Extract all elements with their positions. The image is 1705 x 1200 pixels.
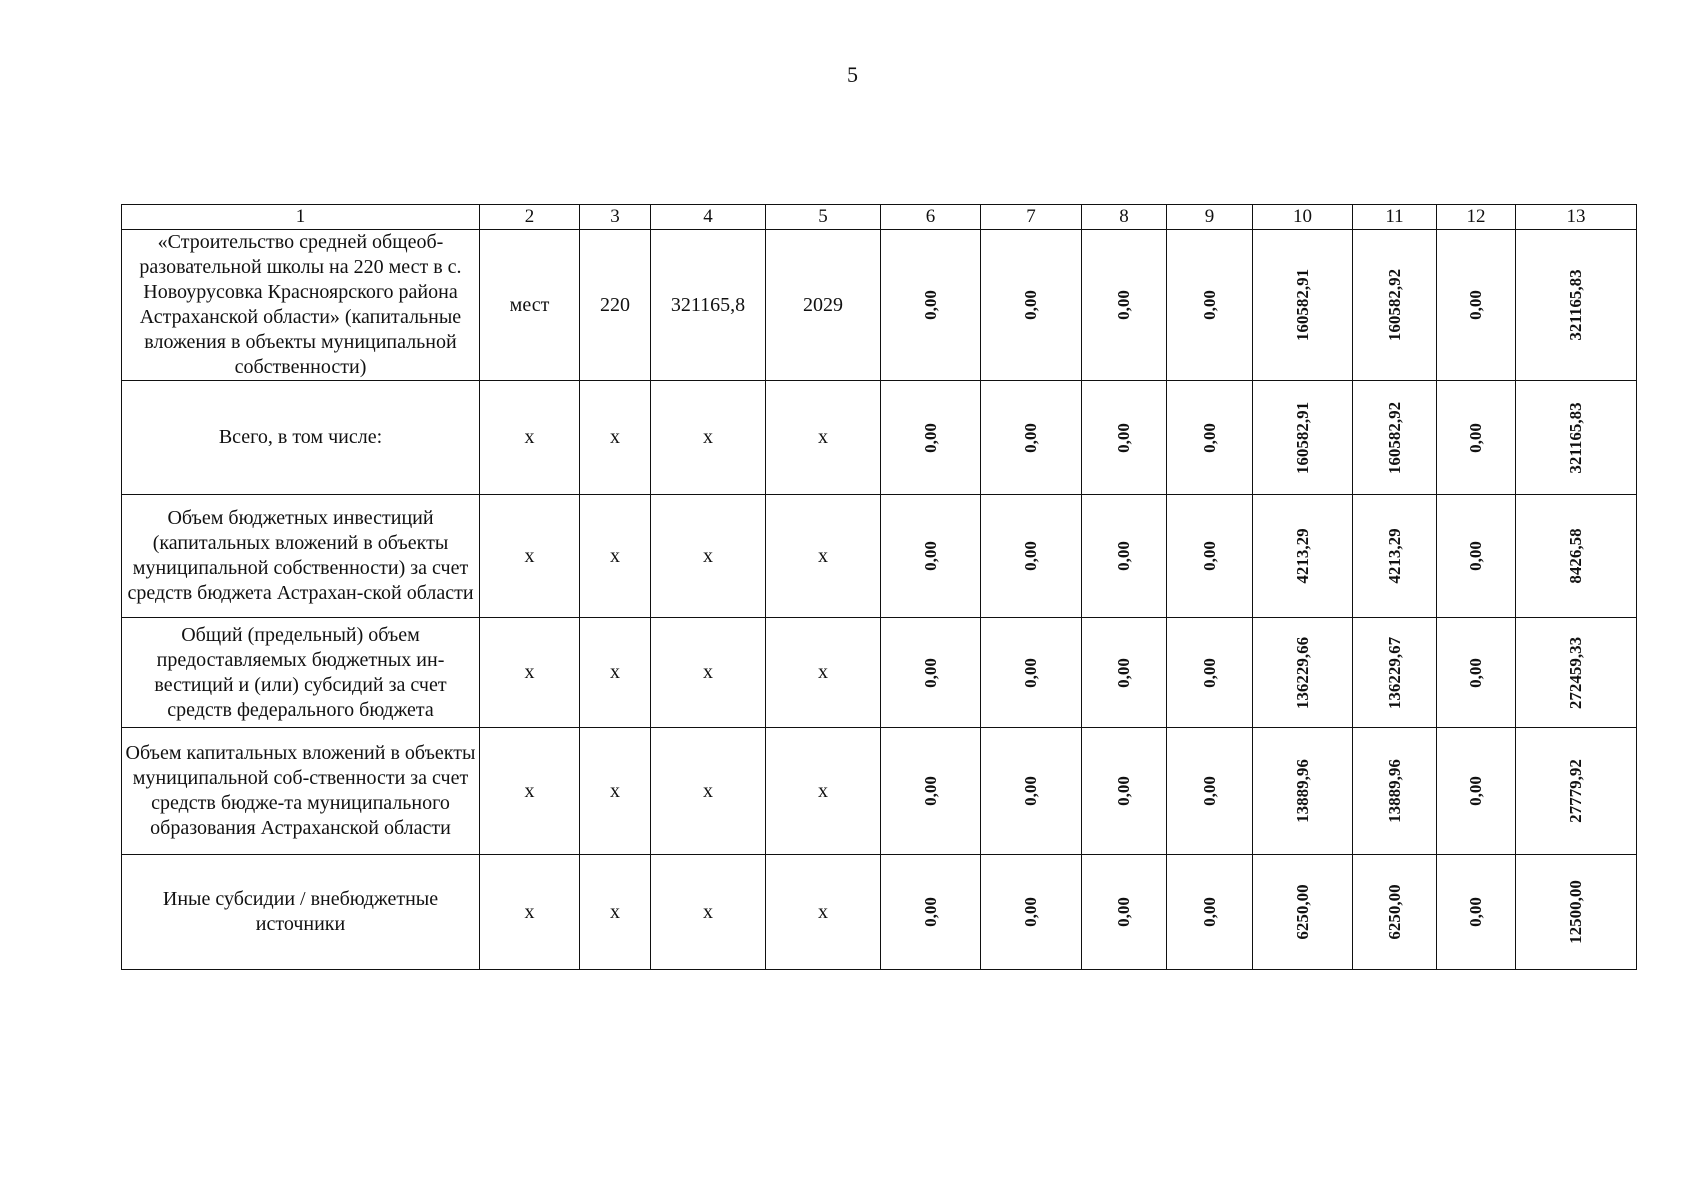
value-text: 4213,29 <box>1384 528 1404 584</box>
x-cell: х <box>766 495 881 618</box>
table-row <box>122 230 1637 381</box>
value-text: 0,00 <box>1021 422 1040 453</box>
value-text: 160582,91 <box>1292 401 1312 474</box>
column-number: 10 <box>1253 205 1353 230</box>
value-text: 160582,91 <box>1292 268 1312 342</box>
x-cell: х <box>580 381 651 495</box>
x-cell: х <box>580 855 651 970</box>
page-number: 5 <box>847 62 858 87</box>
column-number: 13 <box>1516 205 1637 230</box>
header-row <box>122 205 1637 230</box>
value-cell-11 <box>1353 618 1437 728</box>
table-row <box>122 381 1637 495</box>
x-cell: х <box>480 855 580 970</box>
column-number: 4 <box>651 205 766 230</box>
value-text: 0,00 <box>920 290 940 320</box>
column-number: 6 <box>881 205 981 230</box>
value-cell-10 <box>1253 230 1353 381</box>
value-text: 4213,29 <box>1292 528 1312 584</box>
value-cell-6 <box>881 381 981 495</box>
value-cell-10 <box>1253 728 1353 855</box>
x-cell: х <box>580 495 651 618</box>
value-text: 0,00 <box>1199 541 1219 571</box>
value-text: 8426,58 <box>1566 528 1585 584</box>
value-text: 6250,00 <box>1292 884 1312 940</box>
value-text: 0,00 <box>920 897 940 927</box>
x-cell: х <box>651 728 766 855</box>
x-cell: х <box>480 728 580 855</box>
value-text: 160582,92 <box>1384 268 1404 342</box>
value-text: 0,00 <box>1466 422 1485 453</box>
value-cell-7 <box>981 855 1082 970</box>
value-cell-9 <box>1167 728 1253 855</box>
value-text: 0,00 <box>1114 541 1133 571</box>
value-cell-8 <box>1082 230 1167 381</box>
value-text: 0,00 <box>1021 776 1040 806</box>
estimated-cost-cell: 321165,8 <box>651 230 766 381</box>
value-cell-12 <box>1437 855 1516 970</box>
budget-table <box>121 204 1637 970</box>
value-text: 0,00 <box>1021 541 1040 571</box>
value-text: 0,00 <box>1199 422 1219 453</box>
value-cell-9 <box>1167 230 1253 381</box>
value-text: 272459,33 <box>1566 636 1585 709</box>
value-cell-13 <box>1516 618 1637 728</box>
row-name: Общий (предельный) объем предоставляемых бюджетных ин-вестиций и (или) субсидий за счет средств федерального бюджета <box>122 618 480 728</box>
value-cell-9 <box>1167 855 1253 970</box>
row-name: Всего, в том числе: <box>122 381 480 495</box>
value-cell-7 <box>981 618 1082 728</box>
year-cell: 2029 <box>766 230 881 381</box>
value-text: 0,00 <box>1199 897 1219 927</box>
value-text: 321165,83 <box>1566 269 1585 341</box>
value-cell-7 <box>981 230 1082 381</box>
value-cell-8 <box>1082 728 1167 855</box>
column-number: 3 <box>580 205 651 230</box>
value-text: 0,00 <box>1199 776 1219 806</box>
row-name: Объем бюджетных инвестиций (капитальных вложений в объекты муниципальной собственности) за счет средств бюджета Астрахан-ской области <box>122 495 480 618</box>
value-text: 13889,96 <box>1292 759 1312 823</box>
value-cell-13 <box>1516 381 1637 495</box>
value-cell-11 <box>1353 495 1437 618</box>
value-cell-9 <box>1167 495 1253 618</box>
value-text: 0,00 <box>1021 657 1040 688</box>
column-number: 9 <box>1167 205 1253 230</box>
value-cell-6 <box>881 230 981 381</box>
value-text: 136229,66 <box>1292 636 1312 709</box>
value-cell-13 <box>1516 855 1637 970</box>
value-text: 0,00 <box>1466 897 1485 927</box>
value-text: 0,00 <box>1021 290 1040 320</box>
value-cell-6 <box>881 855 981 970</box>
value-text: 0,00 <box>1114 422 1133 453</box>
value-text: 6250,00 <box>1384 884 1404 940</box>
value-cell-6 <box>881 495 981 618</box>
value-cell-6 <box>881 618 981 728</box>
value-cell-13 <box>1516 230 1637 381</box>
x-cell: х <box>651 618 766 728</box>
value-cell-9 <box>1167 618 1253 728</box>
x-cell: х <box>766 381 881 495</box>
value-text: 0,00 <box>1466 657 1485 688</box>
value-cell-11 <box>1353 230 1437 381</box>
value-text: 12500,00 <box>1566 880 1585 944</box>
value-cell-8 <box>1082 618 1167 728</box>
row-name: Иные субсидии / внебюджетные источники <box>122 855 480 970</box>
column-number: 12 <box>1437 205 1516 230</box>
column-number: 1 <box>122 205 480 230</box>
x-cell: х <box>580 618 651 728</box>
value-cell-12 <box>1437 728 1516 855</box>
value-cell-6 <box>881 728 981 855</box>
unit-cell: мест <box>480 230 580 381</box>
column-number: 5 <box>766 205 881 230</box>
table-row <box>122 855 1637 970</box>
value-text: 0,00 <box>920 657 940 688</box>
value-text: 0,00 <box>920 776 940 806</box>
value-text: 136229,67 <box>1384 636 1404 709</box>
column-number: 2 <box>480 205 580 230</box>
value-text: 27779,92 <box>1566 759 1585 823</box>
value-cell-12 <box>1437 381 1516 495</box>
value-text: 0,00 <box>1199 657 1219 688</box>
table-row <box>122 495 1637 618</box>
table-row <box>122 618 1637 728</box>
x-cell: х <box>651 495 766 618</box>
value-cell-11 <box>1353 855 1437 970</box>
value-cell-8 <box>1082 381 1167 495</box>
value-text: 0,00 <box>1114 657 1133 688</box>
value-text: 160582,92 <box>1384 401 1404 474</box>
value-cell-9 <box>1167 381 1253 495</box>
value-cell-13 <box>1516 495 1637 618</box>
value-text: 0,00 <box>1466 776 1485 806</box>
value-text: 0,00 <box>1114 897 1133 927</box>
value-text: 0,00 <box>920 541 940 571</box>
value-cell-7 <box>981 381 1082 495</box>
x-cell: х <box>766 728 881 855</box>
x-cell: х <box>651 855 766 970</box>
value-cell-12 <box>1437 495 1516 618</box>
column-number: 7 <box>981 205 1082 230</box>
value-text: 13889,96 <box>1384 759 1404 823</box>
capacity-cell: 220 <box>580 230 651 381</box>
value-text: 0,00 <box>1114 776 1133 806</box>
value-cell-10 <box>1253 495 1353 618</box>
x-cell: х <box>651 381 766 495</box>
column-number: 11 <box>1353 205 1437 230</box>
value-text: 0,00 <box>1199 290 1219 320</box>
x-cell: х <box>766 855 881 970</box>
value-cell-8 <box>1082 495 1167 618</box>
value-cell-11 <box>1353 381 1437 495</box>
column-number: 8 <box>1082 205 1167 230</box>
value-text: 0,00 <box>1021 897 1040 927</box>
value-cell-10 <box>1253 381 1353 495</box>
value-cell-8 <box>1082 855 1167 970</box>
value-text: 0,00 <box>1466 541 1485 571</box>
value-cell-7 <box>981 495 1082 618</box>
x-cell: х <box>480 495 580 618</box>
value-text: 321165,83 <box>1566 401 1585 474</box>
value-cell-10 <box>1253 855 1353 970</box>
x-cell: х <box>580 728 651 855</box>
value-cell-10 <box>1253 618 1353 728</box>
row-name: «Строительство средней общеоб-разовательной школы на 220 мест в с. Новоурусовка Красноярского района Астраханской области» (капитальные вложения в объекты муниципальной собственности) <box>122 230 480 381</box>
row-name: Объем капитальных вложений в объекты муниципальной соб-ственности за счет средств бюдже-та муниципального образования Астраханской области <box>122 728 480 855</box>
value-cell-12 <box>1437 230 1516 381</box>
value-text: 0,00 <box>1466 290 1485 320</box>
value-cell-7 <box>981 728 1082 855</box>
value-text: 0,00 <box>1114 290 1133 320</box>
value-cell-12 <box>1437 618 1516 728</box>
value-cell-11 <box>1353 728 1437 855</box>
x-cell: х <box>480 618 580 728</box>
value-text: 0,00 <box>920 422 940 453</box>
value-cell-13 <box>1516 728 1637 855</box>
x-cell: х <box>766 618 881 728</box>
table-row <box>122 728 1637 855</box>
x-cell: х <box>480 381 580 495</box>
